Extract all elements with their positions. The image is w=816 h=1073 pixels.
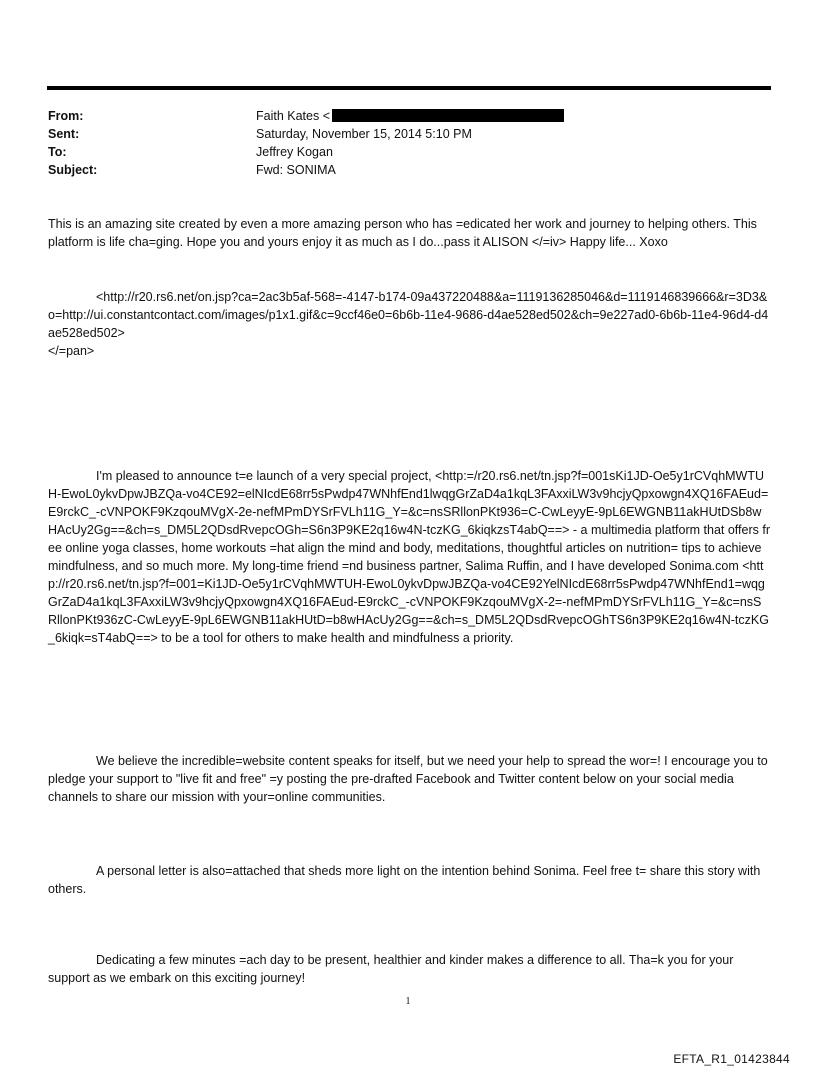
body-paragraph-6 xyxy=(48,951,770,987)
announcement-text: I'm pleased to announce t=e launch of a very special project, <http:=/r20.rs6.net/tn.jsp?f=001sKi1JD-Oe5y1rCVqhMWTUH-EwoL0ykvDpwJBZQa-vo4CE92=elNIcdE68rr5sPwdp47WNhfEnd1lwqgGrZaD4a1kqL3FAxxiLW3v9hcjyQpxowgn4XQ16FAEud=E9rckC_-cVNPOKF9KzqouMVgX-2e-nefMPmDYSrFVLh11G_Y=&c=nsSRllonPKt936=C-CwLeyyE-9pL6EWGNB11akHUtDSb8wHAcUy2Gg==&ch=s_DM5L2QDsdRvepcOGh=S6n3P9KE2q16w4N-tczKG_6kiqkzsT4abQ==> - a multimedia platform that offers free online yoga classes, home workouts =hat align the mind and body, meditations, thoughtful articles on nutrition= tips to achieve mindfulness, and so much more. My long-time friend =nd business partner, Salima Ruffin, and I have developed Sonima.com <http://r20.rs6.net/tn.jsp?f=001=Ki1JD-Oe5y1rCVqhMWTUH-EwoL0ykvDpwJBZQa-vo4CE92YelNIcdE68rr5sPwdp47WNhfEnd1=wqgGrZaD4a1kqL3FAxxiLW3v9hcjyQpxowgn4XQ16FAEud-E9rckC_-cVNPOKF9KzqouMVgX-2=-nefMPmDYSrFVLh11G_Y=&c=nsSRllonPKt936zC-CwLeyyE-9pL6EWGNB11akHUtD=b8wHAcUy2Gg==&ch=s_DM5L2QDsdRvepcOGhTS6n3P9KE2q16w4N-tczKG_6kiqk=sT4abQ==> to be a tool for others to make health and mindfulness a priority. xyxy=(48,469,770,645)
personal-letter-text: A personal letter is also=attached that sheds more light on the intention behind Sonima. Feel free t= share this story with others. xyxy=(48,864,761,896)
sent-label: Sent: xyxy=(48,127,80,141)
subject-label: Subject: xyxy=(48,163,98,177)
support-request-text: We believe the incredible=website content speaks for itself, but we need your help to spread the wor=! I encourage you to pledge your support to "live fit and free" =y posting the pre-drafted Facebook and Twitter content below on your social media channels to share our mission with your=online communities. xyxy=(48,754,768,804)
closing-text: Dedicating a few minutes =ach day to be present, healthier and kinder makes a difference to all. Tha=k you for your support as we embark on this exciting journey! xyxy=(48,953,734,985)
from-value xyxy=(256,107,564,125)
from-name: Faith Kates < xyxy=(256,109,330,123)
body-paragraph-1 xyxy=(48,215,770,251)
sent-row xyxy=(48,125,564,143)
sent-value: Saturday, November 15, 2014 5:10 PM xyxy=(256,127,472,141)
tracking-link-text: <http://r20.rs6.net/on.jsp?ca=2ac3b5af-568=-4147-b174-09a437220488&a=1119136285046&d=1119146839666&r=3D3&o=http://ui.constantcontact.com/images/p1x1.gif&c=9ccf46e0=6b6b-11e4-9686-d4ae528ed502&ch=9e227ad0-6b6b-11e4-96d4-d4ae528ed502> xyxy=(48,290,769,340)
body-paragraph-3 xyxy=(48,467,770,647)
document-id: EFTA_R1_01423844 xyxy=(673,1052,790,1066)
to-label: To: xyxy=(48,145,67,159)
subject-value: Fwd: SONIMA xyxy=(256,163,336,177)
body-paragraph-4 xyxy=(48,752,770,806)
body-paragraph-2 xyxy=(48,288,770,360)
to-row xyxy=(48,143,564,161)
from-row xyxy=(48,107,564,125)
intro-text: This is an amazing site created by even a more amazing person who has =edicated her work and journey to helping others. This platform is life cha=ging. Hope you and yours enjoy it as much as I do...pass it ALISON </=iv> Happy life... Xoxo xyxy=(48,217,757,249)
to-value: Jeffrey Kogan xyxy=(256,145,333,159)
redaction-bar xyxy=(332,109,564,122)
body-paragraph-5 xyxy=(48,862,770,898)
page-number: 1 xyxy=(405,996,411,1007)
subject-row xyxy=(48,161,564,179)
header-rule xyxy=(47,86,771,90)
email-header xyxy=(48,107,564,179)
from-label: From: xyxy=(48,109,84,123)
closing-tag-text: </=pan> xyxy=(48,344,95,358)
